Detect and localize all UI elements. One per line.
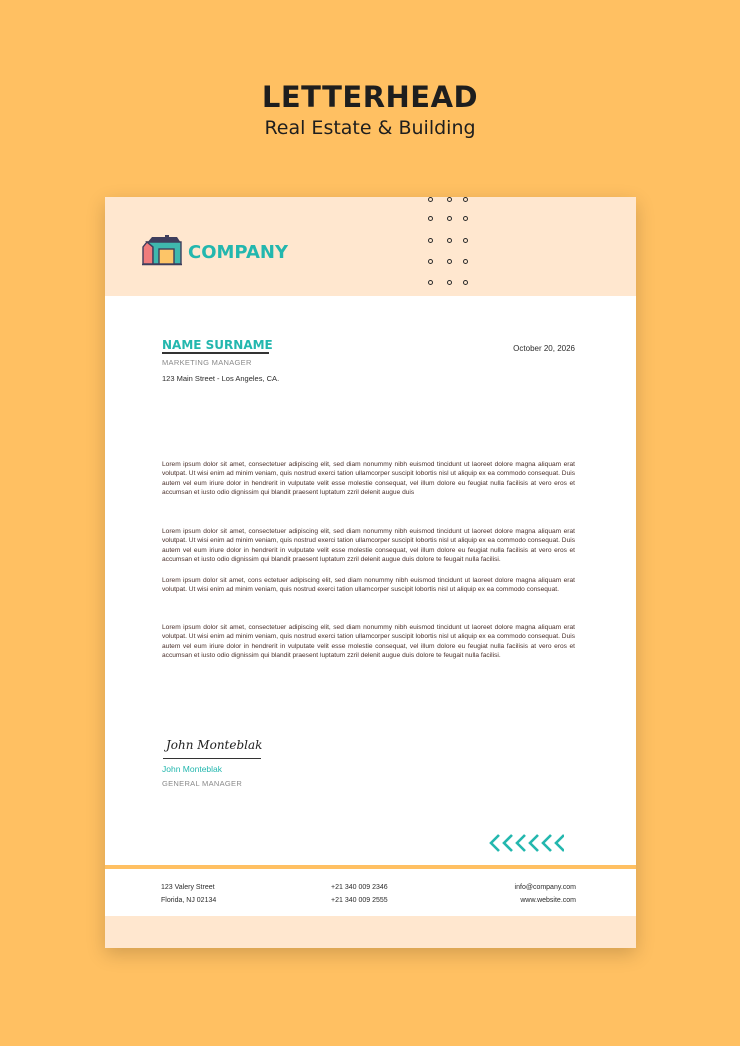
- chevron-left-icon: [491, 835, 499, 851]
- page-title: LETTERHEAD: [261, 80, 479, 114]
- footer-stripe: [105, 865, 636, 869]
- body-paragraph-3: Lorem ipsum dolor sit amet, cons ectetuer adipiscing elit, sed diam nonummy nibh euismod tincidunt ut laoreet dolore magna aliquam erat volutpat. Ut wisi enim ad minim veniam, quis nostrud exerci tation ullamcorper suscipit lobortis nisl ut aliquip ex ea commodo consequat.: [162, 577, 575, 594]
- house-logo-icon: [142, 234, 182, 266]
- footer-phone-2: +21 340 009 2555: [331, 897, 388, 904]
- footer-phone-1: +21 340 009 2346: [331, 884, 388, 891]
- chevrons-decoration: [488, 833, 564, 853]
- chevron-left-icon: [556, 835, 564, 851]
- decor-dot: [463, 259, 468, 264]
- company-logo-text: COMPANY: [188, 242, 288, 263]
- letter-date: October 20, 2026: [513, 344, 575, 353]
- footer-phones: [331, 881, 388, 907]
- decor-dot: [447, 238, 452, 243]
- chevron-left-icon: [504, 835, 512, 851]
- handwritten-signature: John Monteblak: [166, 738, 263, 752]
- decor-dot: [447, 216, 452, 221]
- chevron-left-icon: [530, 835, 538, 851]
- decor-dot: [447, 197, 452, 202]
- decor-dot: [463, 216, 468, 221]
- body-paragraph-1: Lorem ipsum dolor sit amet, consectetuer adipiscing elit, sed diam nonummy nibh euismod tincidunt ut laoreet dolore magna aliquam erat volutpat. Ut wisi enim ad minim veniam, quis nostrud exerci tation ullamcorper suscipit lobortis nisl ut aliquip ex ea commodo consequat. Duis autem vel eum iriure dolor in hendrerit in vulputate velit esse molestie consequat, vel illum dolore eu feugiat nulla facilisis at vero eros et accumsan et iusto odio dignissim qui blandit praesent luptatum zzril delenit augue duis: [162, 461, 575, 496]
- page-subtitle: Real Estate & Building: [264, 117, 476, 139]
- footer-email: info@company.com: [514, 884, 576, 891]
- decor-dot: [428, 216, 433, 221]
- decor-dot: [447, 259, 452, 264]
- bottom-band: [105, 916, 636, 948]
- letterhead-paper: [105, 197, 636, 948]
- sender-name-underline: [162, 352, 269, 354]
- decor-dot: [463, 197, 468, 202]
- decor-dot: [428, 280, 433, 285]
- signature-line: [163, 758, 261, 759]
- header-band: [105, 197, 636, 296]
- footer-website: www.website.com: [520, 897, 576, 904]
- decor-dot: [428, 197, 433, 202]
- decor-dot: [447, 280, 452, 285]
- body-paragraph-2: Lorem ipsum dolor sit amet, consectetuer adipiscing elit, sed diam nonummy nibh euismod tincidunt ut laoreet dolore magna aliquam erat volutpat. Ut wisi enim ad minim veniam, quis nostrud exerci tation ullamcorper suscipit lobortis nisl ut aliquip ex ea commodo consequat. Duis autem vel eum iriure dolor in hendrerit in vulputate velit esse molestie consequat, vel illum dolore eu feugiat nulla facilisis at vero eros et accumsan et iusto odio dignissim qui blandit praesent luptatum zzril delenit augue duis dolore te feugait nulla facilisi.: [162, 528, 575, 563]
- decor-dot: [428, 259, 433, 264]
- decor-dot: [463, 238, 468, 243]
- decor-dot: [428, 238, 433, 243]
- sender-role: MARKETING MANAGER: [162, 358, 252, 367]
- footer-address-line1: 123 Valery Street: [161, 884, 215, 891]
- sender-name: NAME SURNAME: [162, 338, 273, 352]
- sender-address: 123 Main Street - Los Angeles, CA.: [162, 374, 280, 383]
- signer-name: John Monteblak: [162, 764, 223, 774]
- footer-address-line2: Florida, NJ 02134: [161, 897, 217, 904]
- signer-role: GENERAL MANAGER: [162, 779, 243, 788]
- decor-dot: [463, 280, 468, 285]
- chevron-left-icon: [543, 835, 551, 851]
- body-paragraph-4: Lorem ipsum dolor sit amet, consectetuer adipiscing elit, sed diam nonummy nibh euismod tincidunt ut laoreet dolore magna aliquam erat volutpat. Ut wisi enim ad minim veniam, quis nostrud exerci tation ullamcorper suscipit lobortis nisl ut aliquip ex ea commodo consequat. Duis autem vel eum iriure dolor in hendrerit in vulputate velit esse molestie consequat, vel illum dolore eu feugiat nulla facilisis at vero eros et accumsan et iusto odio dignissim qui blandit praesent luptatum zzril delenit augue duis dolore te feugait nulla facilisi.: [162, 624, 575, 659]
- footer-contact: [515, 881, 576, 907]
- footer-address: [161, 881, 216, 907]
- chevron-left-icon: [517, 835, 525, 851]
